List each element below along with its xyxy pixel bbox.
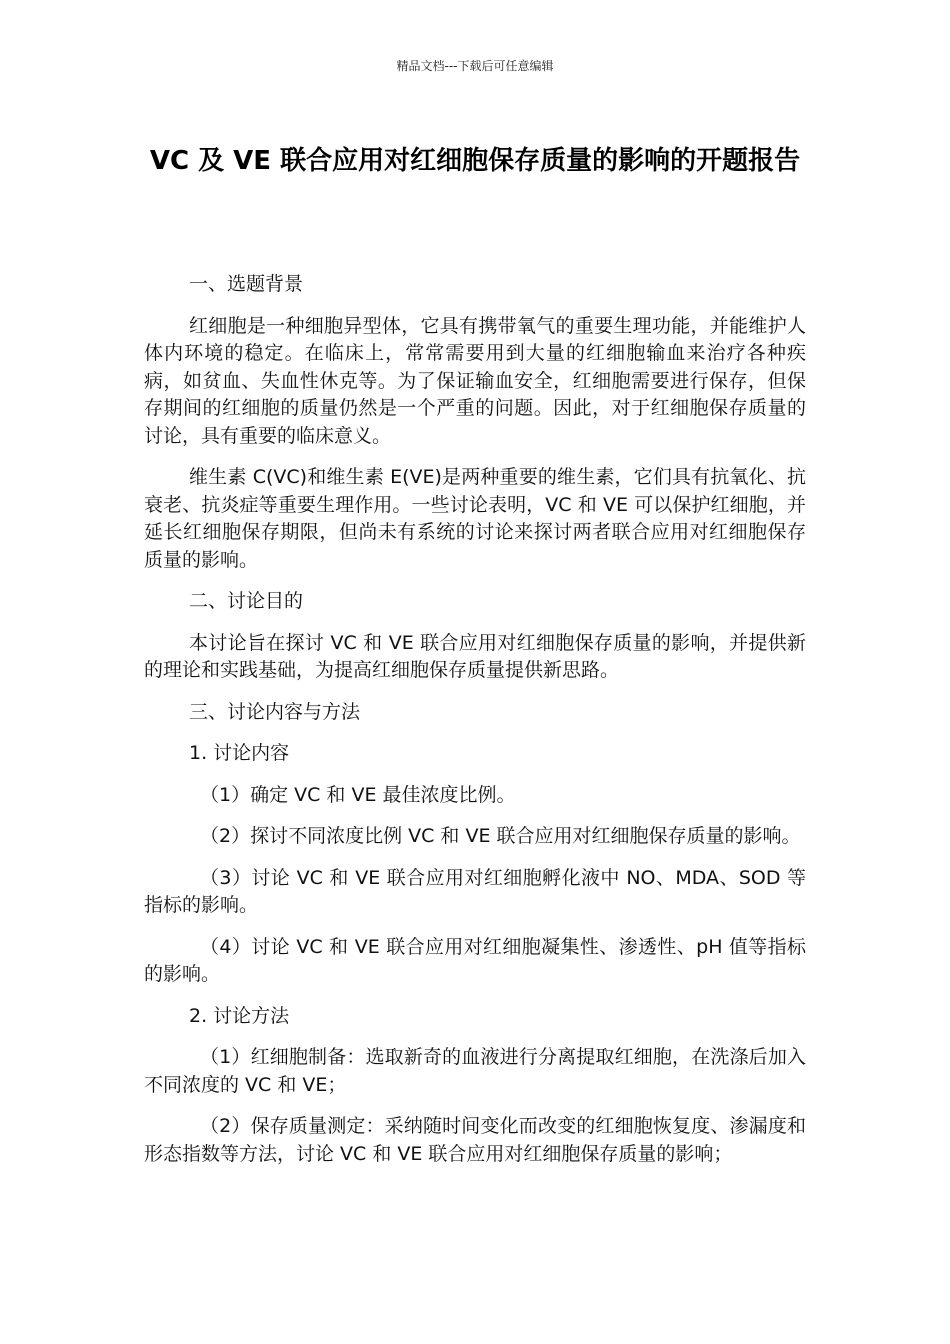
document-body [144,271,806,1182]
document-title: VC 及 VE 联合应用对红细胞保存质量的影响的开题报告 [149,146,801,176]
list-item-method-2: （2）保存质量测定：采纳随时间变化而改变的红细胞恢复度、渗漏度和形态指数等方法，讨论 VC 和 VE 联合应用对红细胞保存质量的影响； [144,1115,806,1165]
list-item-content-2: （2）探讨不同浓度比例 VC 和 VE 联合应用对红细胞保存质量的影响。 [200,825,801,847]
section-heading-content-methods: 三、讨论内容与方法 [189,700,361,723]
list-item-content-1: （1）确定 VC 和 VE 最佳浓度比例。 [200,783,516,806]
paragraph-background-2: 维生素 C(VC)和维生素 E(VE)是两种重要的维生素，它们具有抗氧化、抗衰老、抗炎症等重要生理作用。一些讨论表明，VC 和 VE 可以保护红细胞，并延长红细胞保存期限，但尚未有系统的讨论来探讨两者联合应用对红细胞保存质量的影响。 [144,466,806,571]
paragraph-purpose: 本讨论旨在探讨 VC 和 VE 联合应用对红细胞保存质量的影响，并提供新的理论和实践基础，为提高红细胞保存质量提供新思路。 [144,631,806,681]
list-item-content-4: （4）讨论 VC 和 VE 联合应用对红细胞凝集性、渗透性、pH 值等指标的影响。 [144,935,806,985]
subheading-methods: 2. 讨论方法 [189,1004,290,1027]
list-item-method-1: （1）红细胞制备：选取新奇的血液进行分离提取红细胞，在洗涤后加入不同浓度的 VC 和 VE； [144,1046,806,1096]
page-header-note: 精品文档---下载后可任意编辑 [396,59,554,73]
subheading-content: 1. 讨论内容 [189,742,290,764]
section-heading-background: 一、选题背景 [189,273,304,295]
paragraph-background-1: 红细胞是一种细胞异型体，它具有携带氧气的重要生理功能，并能维护人体内环境的稳定。在临床上，常常需要用到大量的红细胞输血来治疗各种疾病，如贫血、失血性休克等。为了保证输血安全，红细胞需要进行保存，但保存期间的红细胞的质量仍然是一个严重的问题。因此，对于红细胞保存质量的讨论，具有重要的临床意义。 [144,314,806,447]
section-heading-purpose: 二、讨论目的 [189,590,304,612]
list-item-content-3: （3）讨论 VC 和 VE 联合应用对红细胞孵化液中 NO、MDA、SOD 等指标的影响。 [144,866,806,916]
